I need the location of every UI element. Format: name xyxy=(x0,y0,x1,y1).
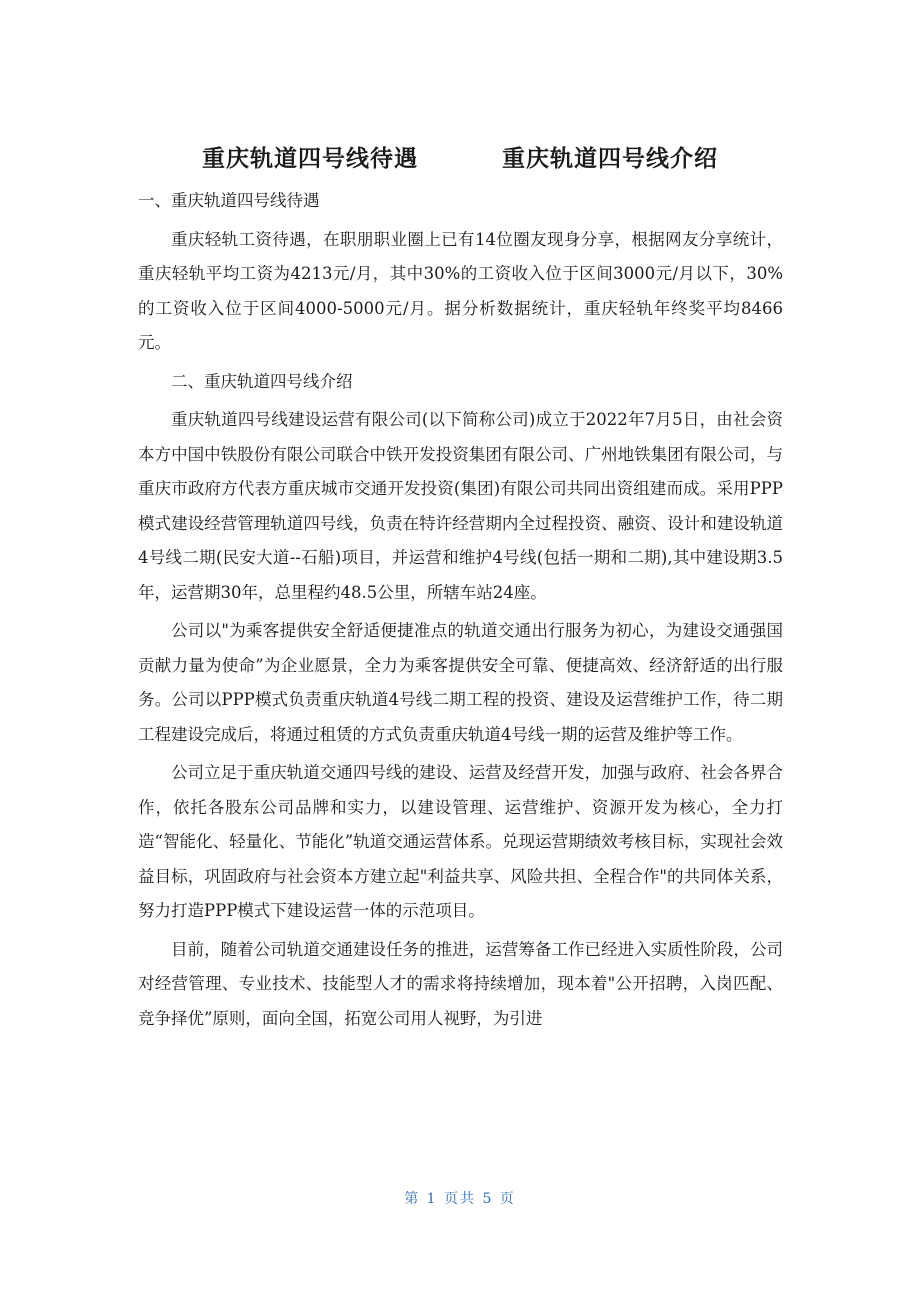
paragraph-salary: 重庆轻轨工资待遇，在职朋职业圈上已有14位圈友现身分享，根据网友分享统计，重庆轻轨平均工资为4213元/月，其中30%的工资收入位于区间3000元/月以下，30%的工资收入位于区间4000-5000元/月。据分析数据统计，重庆轻轨年终奖平均8466元。 xyxy=(138,229,783,352)
document-title xyxy=(0,140,920,173)
paragraph-company-intro: 重庆轨道四号线建设运营有限公司(以下简称公司)成立于2022年7月5日，由社会资本方中国中铁股份有限公司联合中铁开发投资集团有限公司、广州地铁集团有限公司，与重庆市政府方代表方重庆城市交通开发投资(集团)有限公司共同出资组建而成。采用PPP模式建设经营管理轨道四号线，负责在特许经营期内全过程投资、融资、设计和建设轨道4号线二期(民安大道--石船)项目，并运营和维护4号线(包括一期和二期),其中建设期3.5年，运营期30年，总里程约48.5公里，所辖车站24座。 xyxy=(138,410,783,602)
section-heading-2: 二、重庆轨道四号线介绍 xyxy=(171,371,353,391)
paragraph-recruitment: 目前，随着公司轨道交通建设任务的推进，运营筹备工作已经进入实质性阶段，公司对经营管理、专业技术、技能型人才的需求将持续增加，现本着"公开招聘，入岗匹配、竞争择优”原则，面向全国，拓宽公司用人视野，为引进 xyxy=(138,939,783,1028)
page-footer: 第 1 页共 5 页 xyxy=(404,1191,516,1207)
section-heading-1: 一、重庆轨道四号线待遇 xyxy=(138,191,320,210)
document-body xyxy=(138,184,783,1040)
paragraph-strategy: 公司立足于重庆轨道交通四号线的建设、运营及经营开发，加强与政府、社会各界合作，依托各股东公司品牌和实力，以建设管理、运营维护、资源开发为核心，全力打造“智能化、轻量化、节能化”轨道交通运营体系。兑现运营期绩效考核目标，实现社会效益目标，巩固政府与社会资本方建立起"利益共享、风险共担、全程合作"的共同体关系，努力打造PPP模式下建设运营一体的示范项目。 xyxy=(138,763,783,920)
paragraph-vision: 公司以"为乘客提供安全舒适便捷准点的轨道交通出行服务为初心，为建设交通强国贡献力量为使命”为企业愿景，全力为乘客提供安全可靠、便捷高效、经济舒适的出行服务。公司以PPP模式负责重庆轨道4号线二期工程的投资、建设及运营维护工作，待二期工程建设完成后，将通过租赁的方式负责重庆轨道4号线一期的运营及维护等工作。 xyxy=(138,621,783,744)
title-left: 重庆轨道四号线待遇 xyxy=(202,146,418,172)
title-right: 重庆轨道四号线介绍 xyxy=(502,146,718,172)
